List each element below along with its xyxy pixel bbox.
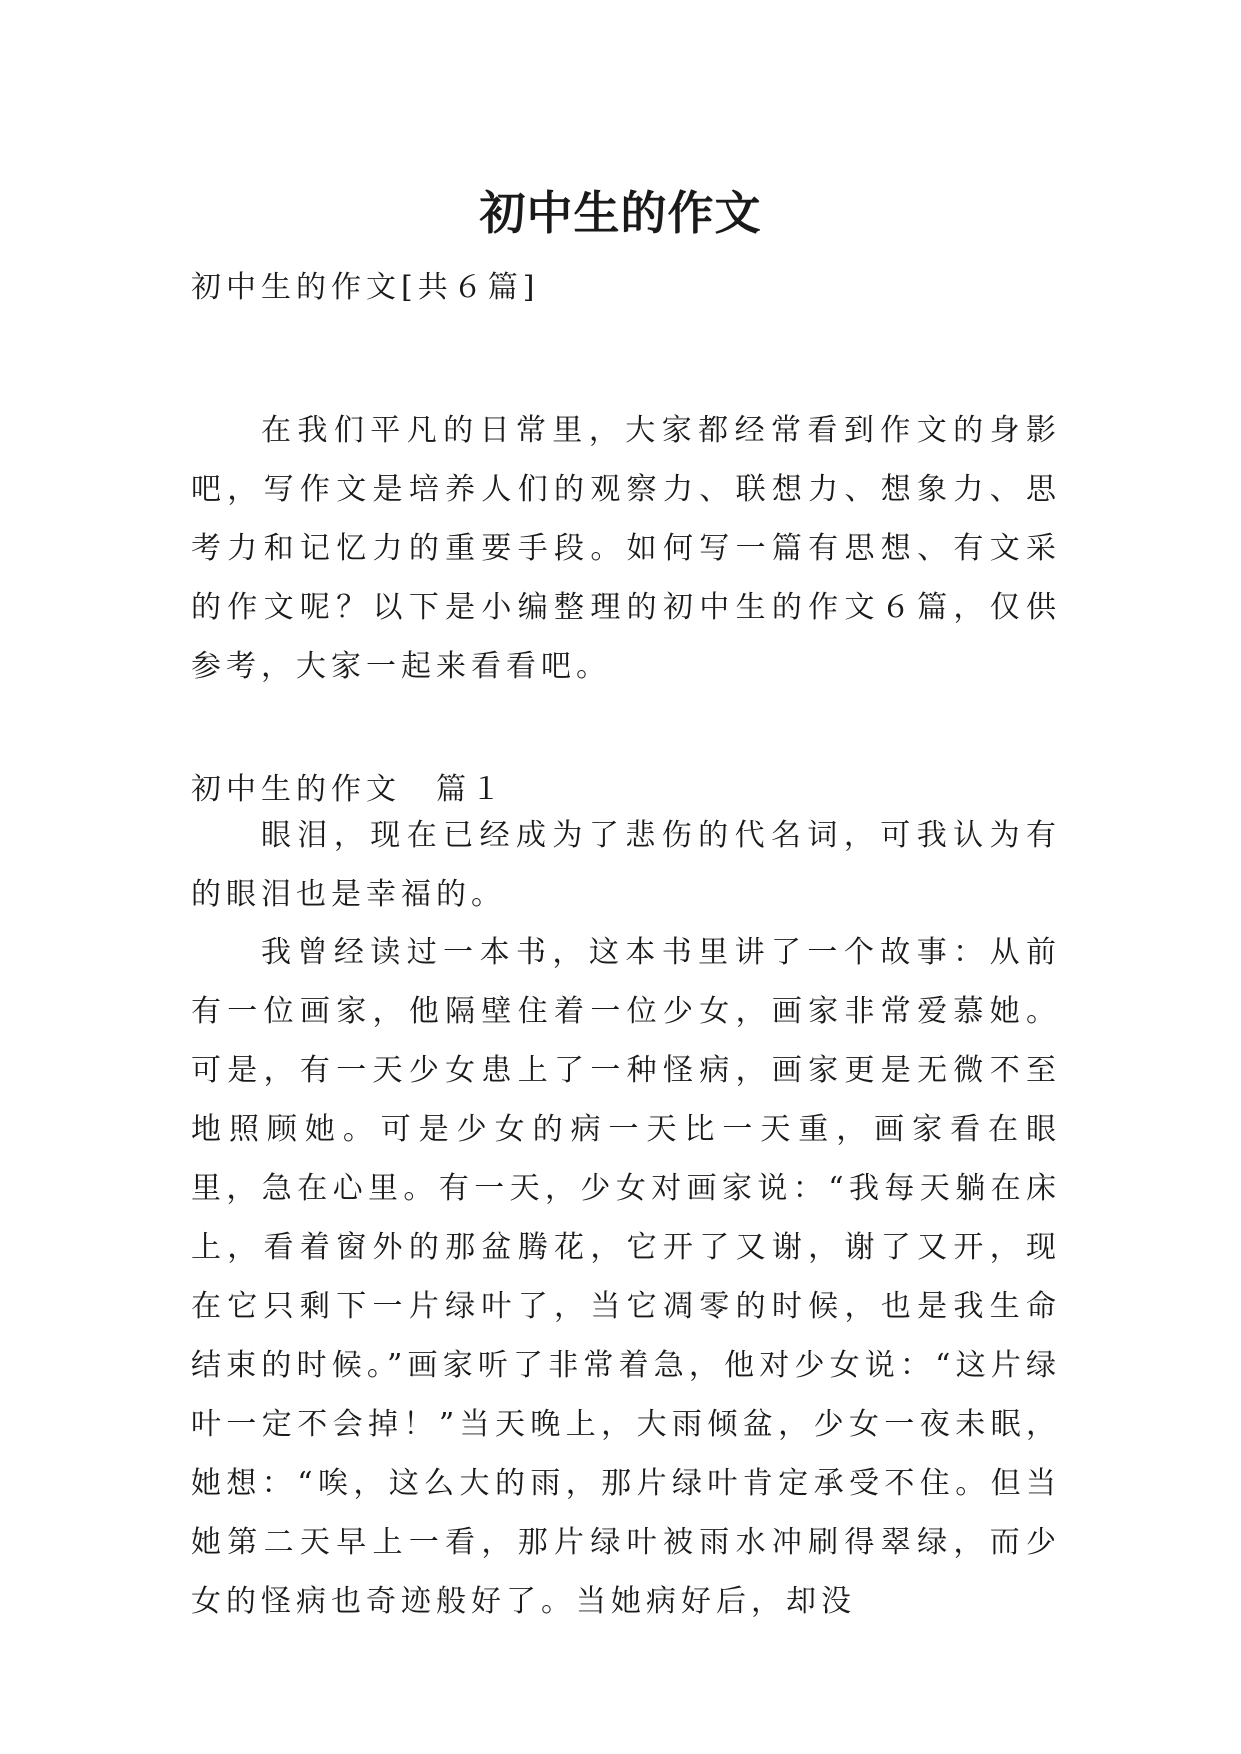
document-title: 初中生的作文 (479, 185, 762, 240)
section-heading: 初中生的作文 篇１ (191, 772, 506, 807)
intro-paragraph: 在我们平凡的日常里，大家都经常看到作文的身影吧，写作文是培养人们的观察力、联想力、想象力、思考力和记忆力的重要手段。如何写一篇有思想、有文采的作文呢？以下是小编整理的初中生的作文６篇，仅供参考，大家一起来看看吧。 (191, 413, 1061, 684)
essay-paragraph: 我曾经读过一本书，这本书里讲了一个故事：从前有一位画家，他隔壁住着一位少女，画家非常爱慕她。可是，有一天少女患上了一种怪病，画家更是无微不至地照顾她。可是少女的病一天比一天重，画家看在眼里，急在心里。有一天，少女对画家说：“我每天躺在床上，看着窗外的那盆腾花，它开了又谢，谢了又开，现在它只剩下一片绿叶了，当它凋零的时候，也是我生命结束的时候。”画家听了非常着急，他对少女说：“这片绿叶一定不会掉！”当天晚上，大雨倾盆，少女一夜未眠，她想：“唉，这么大的雨，那片绿叶肯定承受不住。但当她第二天早上一看，那片绿叶被雨水冲刷得翠绿，而少女的怪病也奇迹般好了。当她病好后，却没 (191, 935, 1061, 1619)
document-subtitle: 初中生的作文[共６篇] (191, 270, 540, 305)
essay-paragraph: 眼泪，现在已经成为了悲伤的代名词，可我认为有的眼泪也是幸福的。 (191, 818, 1061, 912)
